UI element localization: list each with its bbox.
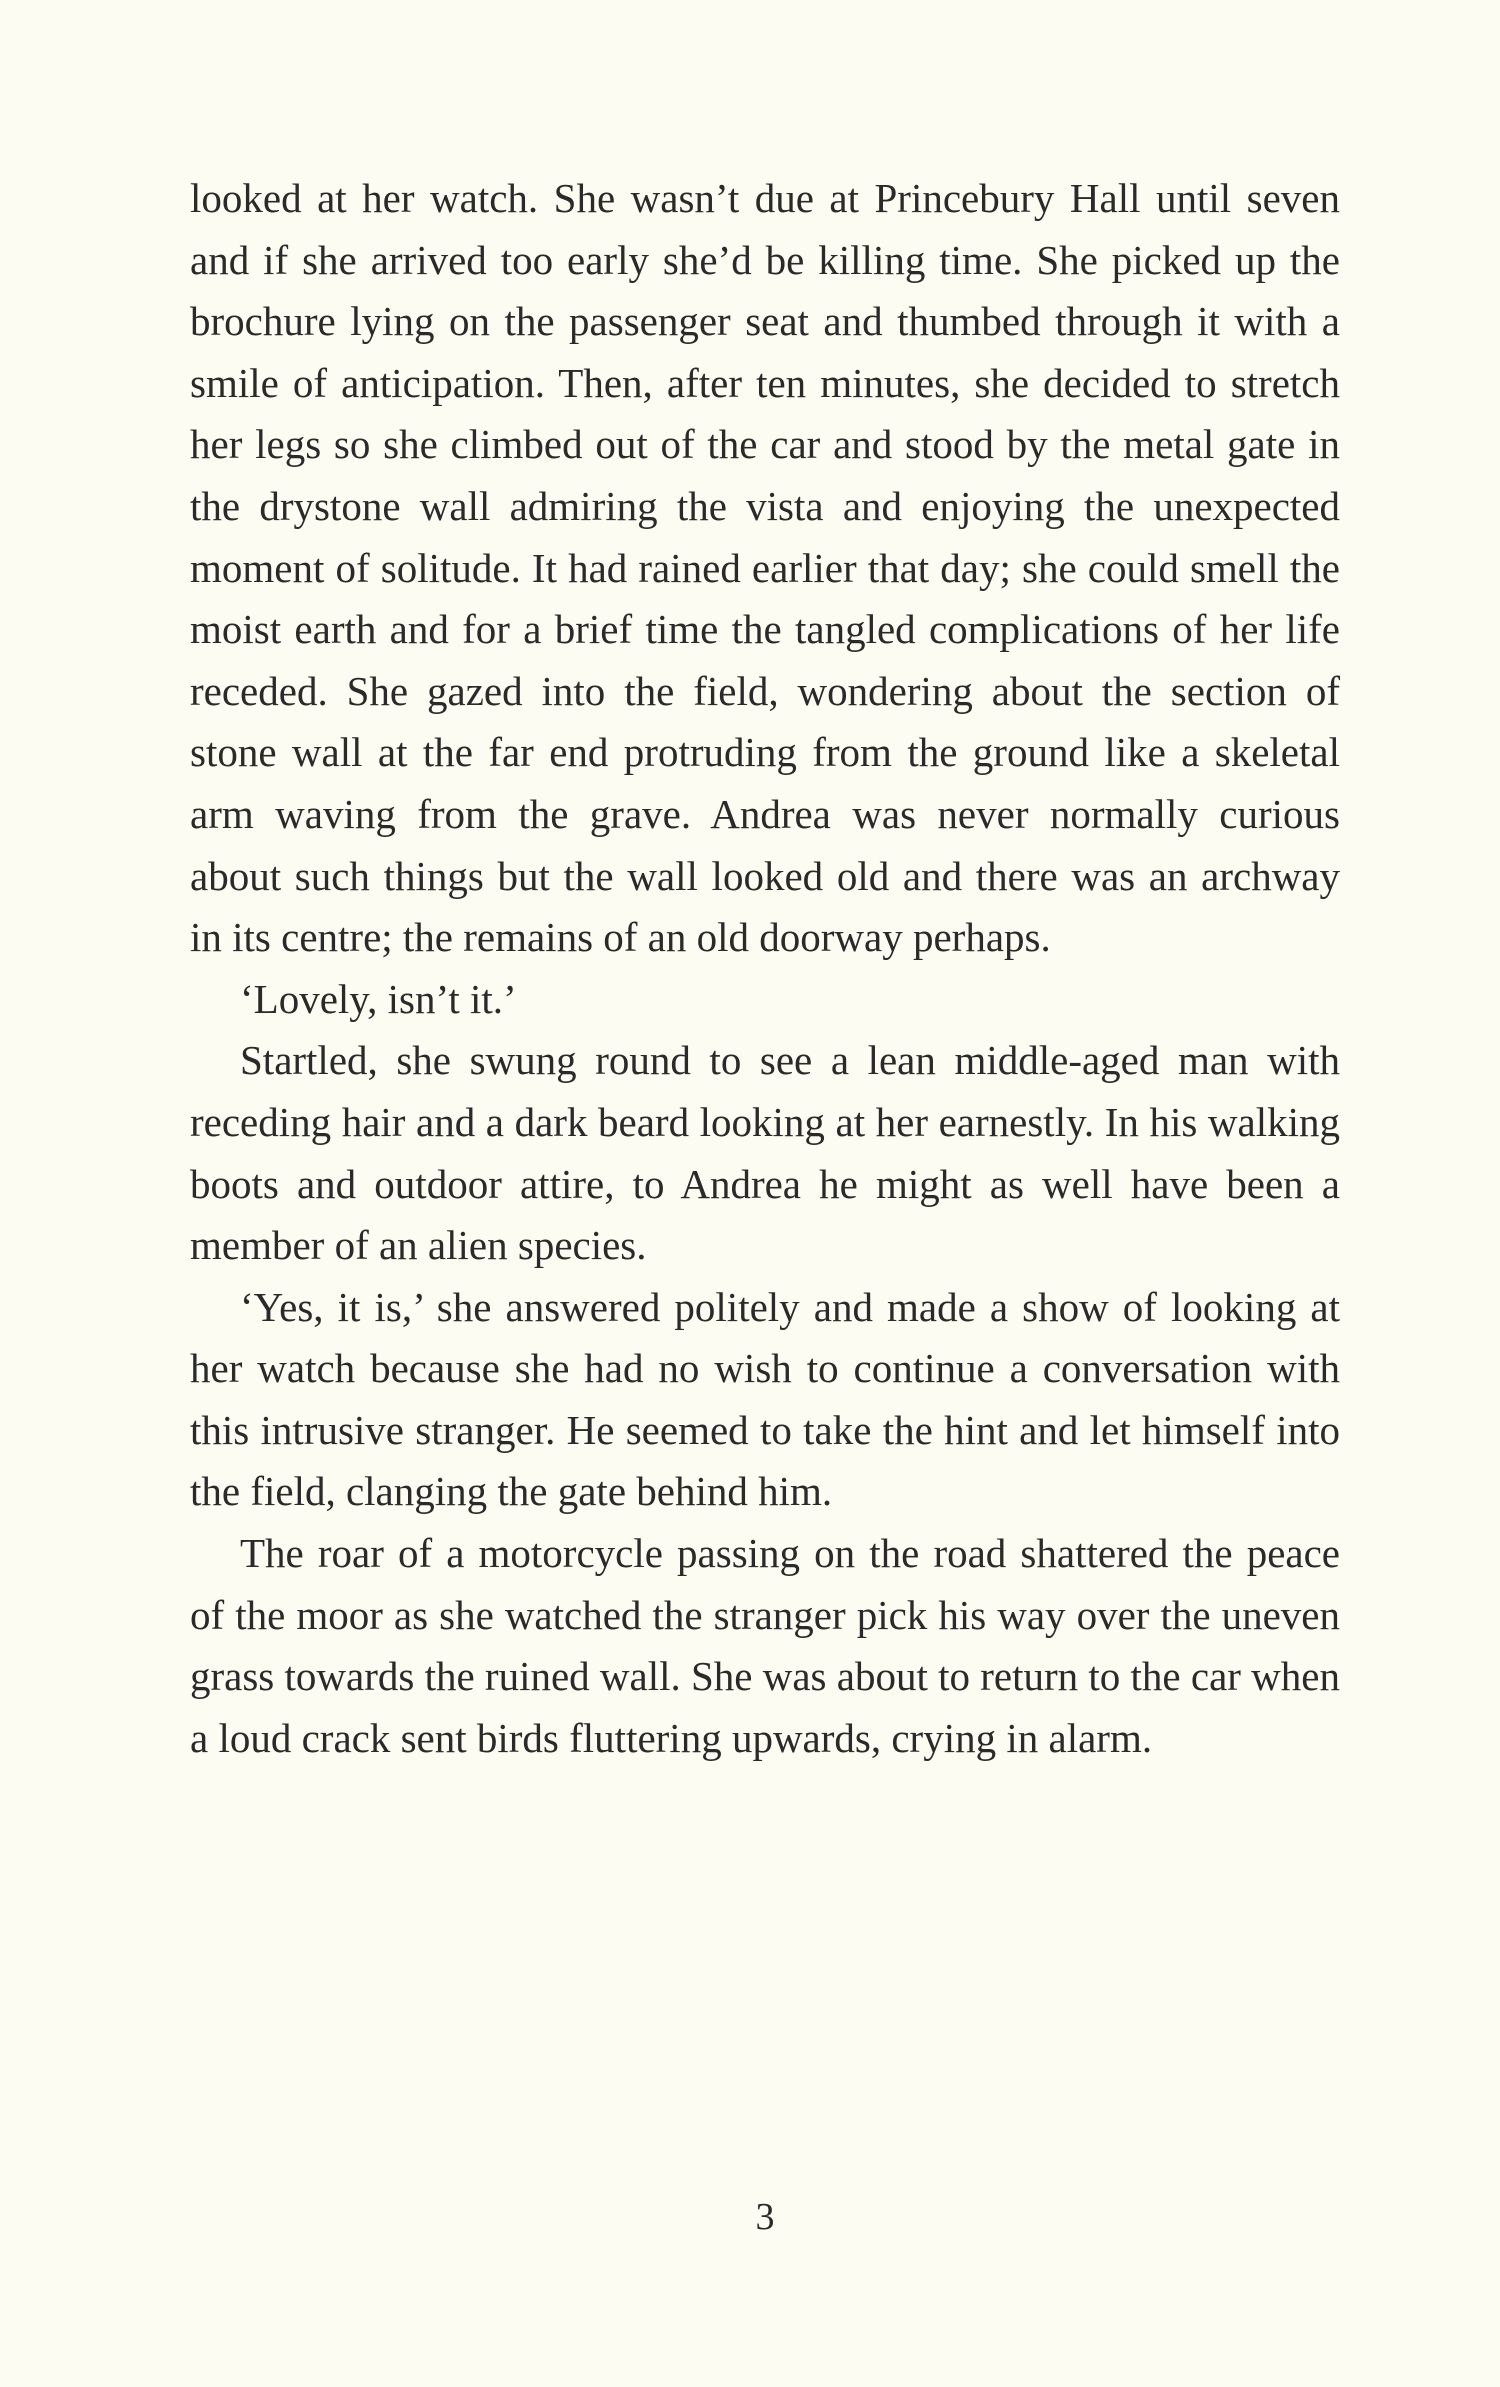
body-text xyxy=(190,168,1340,1769)
paragraph-4: ‘Yes, it is,’ she answered politely and made a show of looking at her watch because she had no wish to continue a conversation with this intrusive stranger. He seemed to take the hint and let himself into the field, clanging the gate behind him. xyxy=(190,1283,1340,1515)
paragraph-1: looked at her watch. She wasn’t due at Princebury Hall until seven and if she arrived too early she’d be killing time. She picked up the brochure lying on the passenger seat and thumbed through it with a smile of anticipation. Then, after ten minutes, she decided to stretch her legs so she climbed out of the car and stood by the metal gate in the drystone wall admiring the vista and enjoying the unexpected moment of solitude. It had rained earlier that day; she could smell the moist earth and for a brief time the tangled complications of her life receded. She gazed into the field, wondering about the section of stone wall at the far end protruding from the ground like a skeletal arm waving from the grave. Andrea was never normally curious about such things but the wall looked old and there was an archway in its centre; the remains of an old doorway perhaps. xyxy=(190,175,1340,961)
paragraph-2: ‘Lovely, isn’t it.’ xyxy=(240,975,517,1022)
page-number: 3 xyxy=(755,2196,775,2238)
paragraph-3: Startled, she swung round to see a lean middle-aged man with receding hair and a dark beard looking at her earnestly. In his walking boots and outdoor attire, to Andrea he might as well have been a member of an alien species. xyxy=(190,1037,1340,1269)
paragraph-5: The roar of a motorcycle passing on the road shattered the peace of the moor as she watched the stranger pick his way over the uneven grass towards the ruined wall. She was about to return to the car when a loud crack sent birds fluttering upwards, crying in alarm. xyxy=(190,1530,1340,1761)
